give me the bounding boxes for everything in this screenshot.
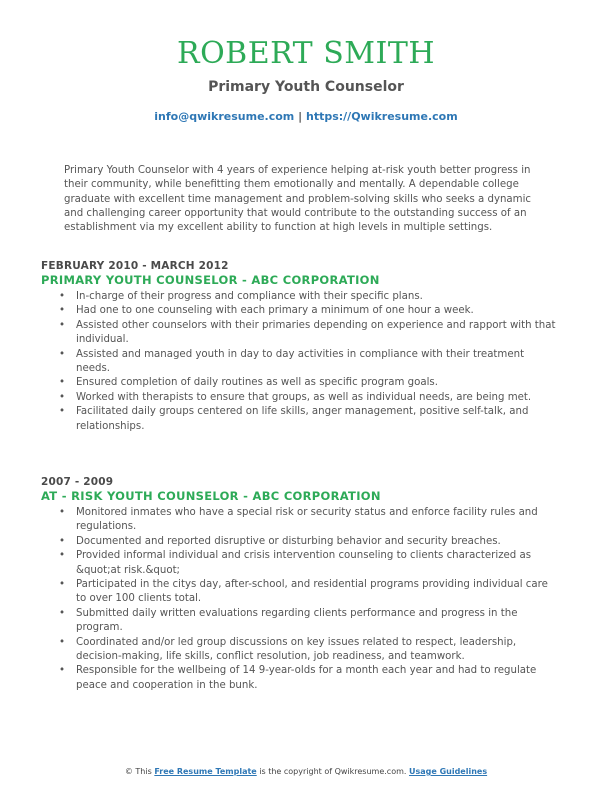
list-item: • Provided informal individual and crisis intervention counseling to clients characterized as &quot;at risk.&quot; xyxy=(59,550,532,576)
email-link[interactable]: info@qwikresume.com xyxy=(154,110,295,123)
bullet-icon: • xyxy=(59,348,66,360)
bullet-icon: • xyxy=(59,607,66,619)
candidate-name: ROBERT SMITH xyxy=(176,36,436,71)
job-entry xyxy=(41,476,561,693)
list-item: • Assisted other counselors with their primaries depending on experience and rapport with that individual. xyxy=(59,319,556,346)
job-entry xyxy=(41,260,561,434)
bullet-icon: • xyxy=(59,550,66,562)
list-item: • Monitored inmates who have a special risk or security status and enforce facility rules and regulations. xyxy=(59,507,538,533)
bullet-icon: • xyxy=(59,665,66,677)
bullet-icon: • xyxy=(59,319,66,331)
bullet-icon: • xyxy=(59,579,66,591)
list-item: • Worked with therapists to ensure that groups, as well as individual needs, are being met. xyxy=(76,391,561,405)
website-link[interactable]: https://Qwikresume.com xyxy=(305,110,458,123)
contact-line xyxy=(0,110,612,124)
bullet-icon: • xyxy=(59,636,66,648)
usage-guidelines-link[interactable]: Usage Guidelines xyxy=(408,767,488,776)
footer-prefix: © This xyxy=(124,767,152,776)
bullet-icon: • xyxy=(59,406,66,418)
list-item: • Responsible for the wellbeing of 14 9-year-olds for a month each year and had to regulate peace and cooperation in the bunk. xyxy=(59,665,537,691)
bullet-icon: • xyxy=(59,291,66,302)
copyright-footer xyxy=(0,767,612,777)
summary-paragraph: Primary Youth Counselor with 4 years of experience helping at-risk youth better progress in their community, while benefitting them emotionally and mentally. A dependable college graduate with excellent time management and problem-solving skills who seeks a dynamic and challenging career opportunity that would contribute to the outstanding success of an establishment via my excellent ability to function at high levels in multiple settings. xyxy=(64,165,532,234)
list-item: • Assisted and managed youth in day to day activities in compliance with their treatment needs. xyxy=(59,348,525,375)
job-bullet-list xyxy=(41,290,561,434)
list-item: • In-charge of their progress and compliance with their specific plans. xyxy=(76,290,561,304)
contact-separator: | xyxy=(298,110,303,123)
candidate-title: Primary Youth Counselor xyxy=(208,79,404,95)
bullet-icon: • xyxy=(59,391,66,403)
list-item: • Participated in the citys day, after-school, and residential programs providing individual care to over 100 clients total. xyxy=(59,579,548,605)
job-dates: FEBRUARY 2010 - MARCH 2012 xyxy=(41,260,229,272)
job-role: PRIMARY YOUTH COUNSELOR - ABC CORPORATION xyxy=(41,273,380,287)
list-item: • Ensured completion of daily routines as well as specific program goals. xyxy=(76,376,561,390)
list-item: • Documented and reported disruptive or disturbing behavior and security breaches. xyxy=(76,535,561,549)
job-bullet-list xyxy=(41,506,561,693)
free-resume-template-link[interactable]: Free Resume Template xyxy=(154,767,257,776)
list-item: • Submitted daily written evaluations regarding clients performance and progress in the program. xyxy=(59,607,518,634)
bullet-icon: • xyxy=(59,377,66,389)
bullet-icon: • xyxy=(59,305,66,317)
footer-middle: is the copyright of Qwikresume.com. xyxy=(259,767,407,776)
job-dates: 2007 - 2009 xyxy=(41,476,114,488)
bullet-icon: • xyxy=(59,507,66,518)
list-item: • Coordinated and/or led group discussions on key issues related to respect, leadership, decision-making, life skills, conflict resolution, job readiness, and teamwork. xyxy=(59,636,517,663)
list-item: • Had one to one counseling with each primary a minimum of one hour a week. xyxy=(76,304,561,318)
job-role: AT - RISK YOUTH COUNSELOR - ABC CORPORATION xyxy=(41,489,381,503)
bullet-icon: • xyxy=(59,535,66,547)
list-item: • Facilitated daily groups centered on life skills, anger management, positive self-talk, and relationships. xyxy=(59,406,529,432)
